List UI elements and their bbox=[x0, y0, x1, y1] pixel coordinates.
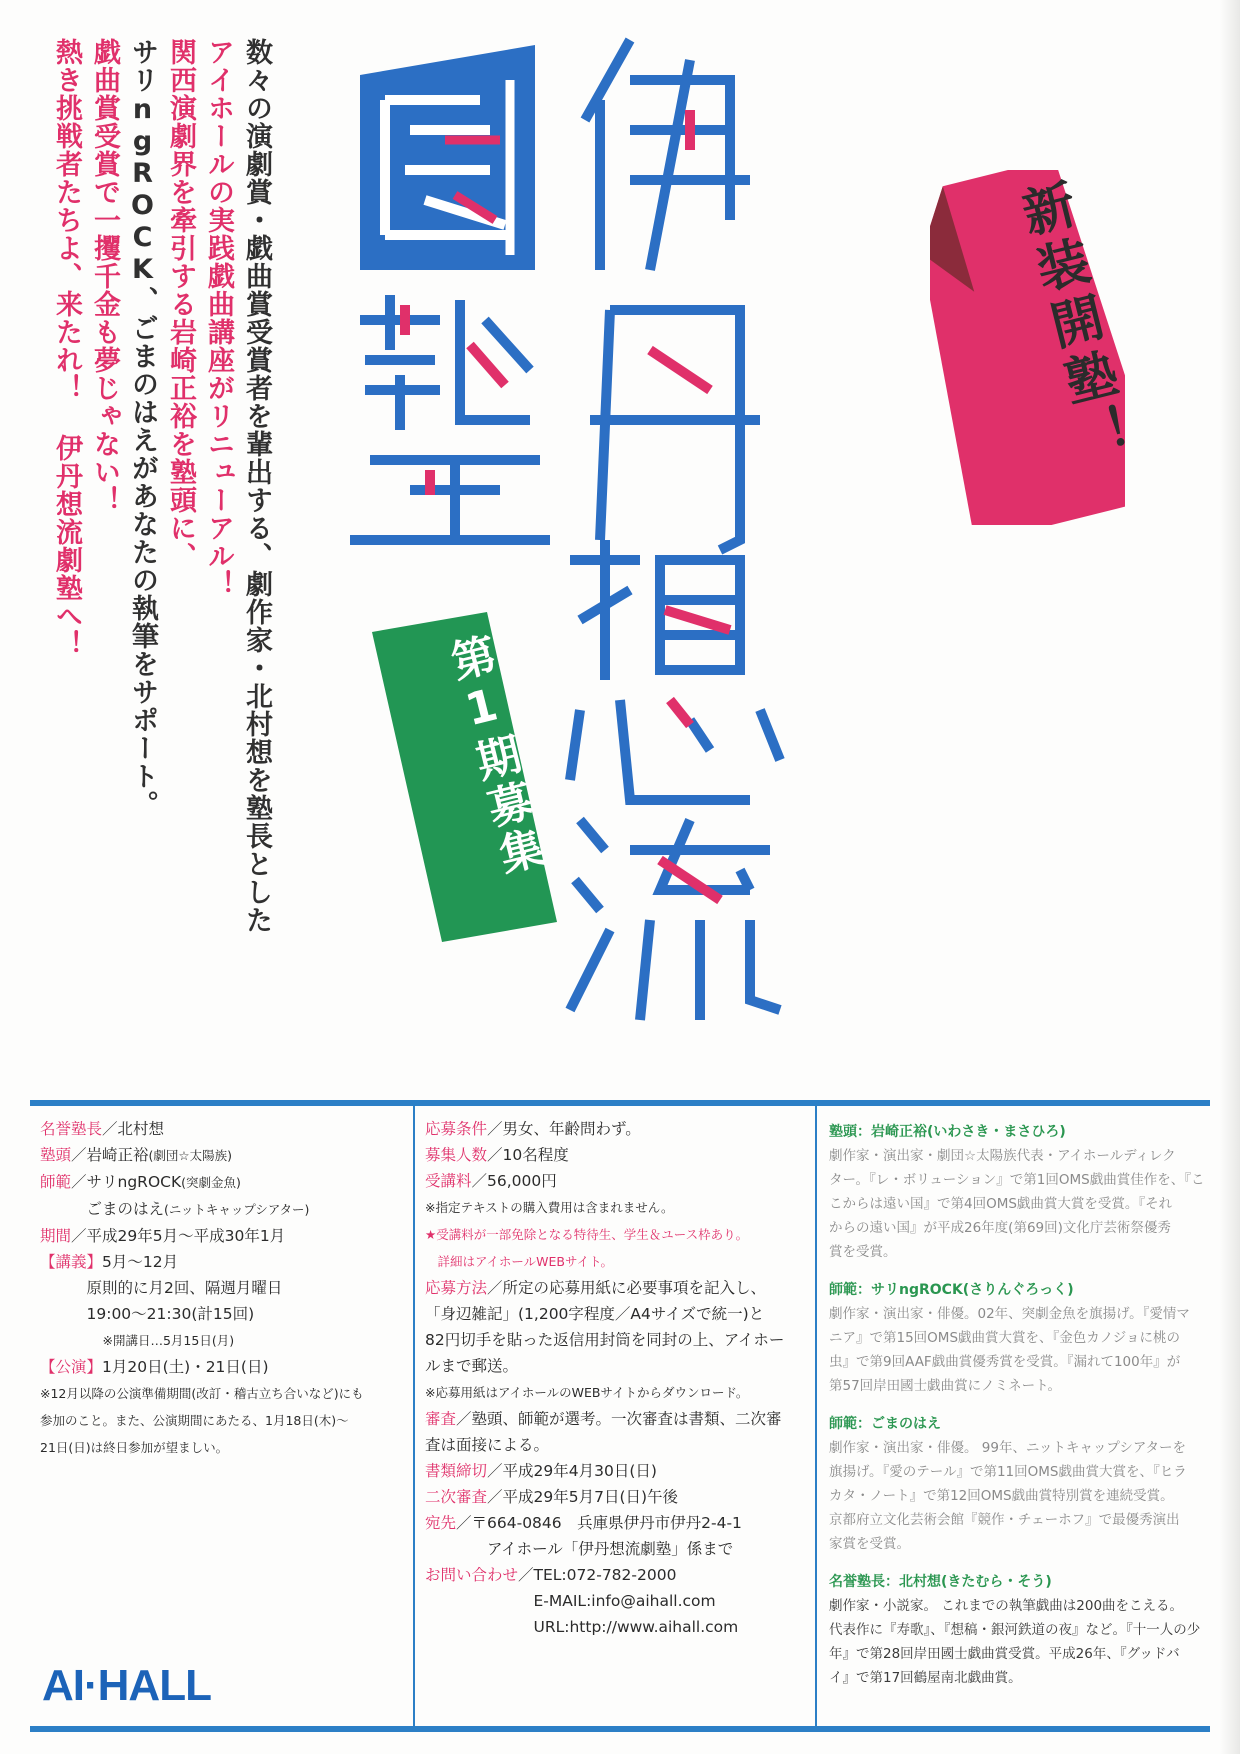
row-performance-note-1: ※12月以降の公演準備期間(改訂・稽古立ち合いなど)にも bbox=[40, 1386, 364, 1401]
profile-line: 年』で第28回岸田國士戯曲賞受賞。平成26年、『グッドバ bbox=[829, 1646, 1180, 1662]
row-address: 宛先／〒664-0846 兵庫県伊丹市伊丹2-4-1 bbox=[425, 1514, 742, 1532]
profile-heading: 師範：ごまのはえ bbox=[829, 1416, 941, 1432]
info-column-application bbox=[413, 1106, 817, 1726]
new-opening-badge bbox=[930, 170, 1137, 525]
intro-text bbox=[10, 38, 272, 934]
profile-iwasaki bbox=[829, 1120, 1209, 1264]
profile-line: 家賞を受賞。 bbox=[829, 1536, 910, 1552]
page-edge-shadow bbox=[1220, 0, 1240, 1754]
row-scholarship-2: 詳細はアイホールWEBサイト。 bbox=[425, 1254, 613, 1269]
intro-line-6: 熱き挑戦者たちよ、来たれ！ 伊丹想流劇塾へ！ bbox=[51, 38, 82, 658]
profile-heading: 名誉塾長：北村想(きたむら・そう) bbox=[829, 1574, 1052, 1590]
profile-saringrock bbox=[829, 1278, 1209, 1398]
row-fee-note: ※指定テキストの購入費用は含まれません。 bbox=[425, 1200, 674, 1215]
profile-line: 劇作家・演出家・劇団☆太陽族代表・アイホールディレク bbox=[829, 1148, 1176, 1164]
row-fee: 受講料／56,000円 bbox=[425, 1172, 557, 1190]
row-lecture-detail-2: 19:00〜21:30(計15回) bbox=[40, 1305, 255, 1323]
profile-line: 虫』で第9回AAF戯曲賞優秀賞を受賞。『漏れて100年』が bbox=[829, 1354, 1181, 1370]
row-method-3: 82円切手を貼った返信用封筒を同封の上、アイホー bbox=[425, 1331, 785, 1349]
row-method-note: ※応募用紙はアイホールのWEBサイトからダウンロード。 bbox=[425, 1385, 749, 1400]
row-performance-note-3: 21日(日)は終日参加が望ましい。 bbox=[40, 1440, 229, 1455]
aihall-logo: AI·HALL bbox=[42, 1661, 211, 1710]
profile-kitamura bbox=[829, 1570, 1209, 1690]
row-honorary-head: 名誉塾長／北村想 bbox=[40, 1120, 165, 1138]
info-column-profiles bbox=[815, 1106, 1212, 1726]
recruit-text: 第1期募集 bbox=[439, 630, 549, 883]
row-deadline: 書類締切／平成29年4月30日(日) bbox=[425, 1462, 657, 1480]
profile-gomanohae bbox=[829, 1412, 1209, 1556]
row-performance-note-2: 参加のこと。また、公演期間にあたる、1月18日(木)〜 bbox=[40, 1413, 349, 1428]
title-char-geki bbox=[360, 45, 535, 270]
profile-line: 京都府立文化芸術会館『競作・チェーホフ』で最優秀演出 bbox=[829, 1512, 1180, 1528]
info-box bbox=[30, 1100, 1210, 1732]
row-review-2: 査は面接による。 bbox=[425, 1436, 550, 1454]
row-method-4: ルまで郵送。 bbox=[425, 1357, 519, 1375]
row-address-2: アイホール「伊丹想流劇塾」係まで bbox=[425, 1540, 734, 1558]
row-second-review: 二次審査／平成29年5月7日(日)午後 bbox=[425, 1488, 679, 1506]
intro-line-4: サリngROCK、ごまのはえがあなたの執筆をサポート。 bbox=[127, 38, 158, 818]
title-char-juku bbox=[350, 295, 550, 540]
row-lecture: 【講義】5月〜12月 bbox=[40, 1253, 179, 1271]
title-char-i bbox=[585, 40, 750, 270]
profile-line: ター。『レ・ボリューション』で第1回OMS戯曲賞佳作を、『こ bbox=[829, 1172, 1205, 1188]
profile-line: 賞を受賞。 bbox=[829, 1244, 897, 1260]
profile-line: ニア』で第15回OMS戯曲賞大賞を、『金色カノジョに桃の bbox=[829, 1330, 1180, 1346]
row-conditions: 応募条件／男女、年齢問わず。 bbox=[425, 1120, 641, 1138]
intro-line-5: 戯曲賞受賞で一攫千金も夢じゃない！ bbox=[89, 38, 120, 514]
profile-line: 代表作に『寿歌』、『想稿・銀河鉄道の夜』など。『十一人の少 bbox=[829, 1622, 1201, 1638]
profile-line: 旗揚げ。『愛のテール』で第11回OMS戯曲賞大賞を、『ヒラ bbox=[829, 1464, 1187, 1480]
profile-line: からの遠い国』が平成26年度(第69回)文化庁芸術祭優秀 bbox=[829, 1220, 1171, 1236]
profile-line: 第57回岸田國士戯曲賞にノミネート。 bbox=[829, 1378, 1061, 1394]
intro-line-1: 数々の演劇賞・戯曲賞受賞者を輩出する、劇作家・北村想を塾長とした bbox=[241, 38, 272, 934]
info-column-schedule bbox=[30, 1106, 413, 1726]
profile-heading: 師範：サリngROCK(さりんぐろっく) bbox=[829, 1282, 1074, 1298]
row-period: 期間／平成29年5月〜平成30年1月 bbox=[40, 1227, 286, 1245]
intro-line-2: アイホールの実践戯曲講座がリニューアル！ bbox=[203, 38, 234, 598]
row-instructor-2: ごまのはえ(ニットキャップシアター) bbox=[40, 1200, 310, 1218]
row-url[interactable]: URL:http://www.aihall.com bbox=[425, 1618, 739, 1636]
title-char-ryu bbox=[570, 820, 780, 1020]
title-char-sou bbox=[570, 540, 780, 800]
row-performance: 【公演】1月20日(土)・21日(日) bbox=[40, 1358, 269, 1376]
title-char-tan bbox=[590, 310, 760, 550]
row-email[interactable]: E-MAIL:info@aihall.com bbox=[425, 1592, 716, 1610]
row-lecture-detail-1: 原則的に月2回、隔週月曜日 bbox=[40, 1279, 283, 1297]
row-capacity: 募集人数／10名程度 bbox=[425, 1146, 569, 1164]
profile-line: イ』で第17回鶴屋南北戯曲賞。 bbox=[829, 1670, 1022, 1686]
intro-line-3: 関西演劇界を牽引する岩崎正裕を塾頭に、 bbox=[165, 38, 196, 570]
profile-line: こからは遠い国』で第4回OMS戯曲賞大賞を受賞。『それ bbox=[829, 1196, 1173, 1212]
profile-line: 劇作家・演出家・俳優。 99年、ニットキャップシアターを bbox=[829, 1440, 1186, 1456]
row-method-2: 「身辺雑記」(1,200字程度／A4サイズで統一)と bbox=[425, 1305, 765, 1323]
profile-line: 劇作家・小説家。 これまでの執筆戯曲は200曲をこえる。 bbox=[829, 1598, 1184, 1614]
row-lecture-note: ※開講日…5月15日(月) bbox=[40, 1333, 235, 1348]
profile-heading: 塾頭：岩崎正裕(いわさき・まさひろ) bbox=[829, 1124, 1066, 1140]
new-opening-text: 新装開塾！ bbox=[1008, 176, 1137, 473]
row-scholarship-1: ★受講料が一部免除となる特待生、学生＆ユース枠あり。 bbox=[425, 1227, 749, 1242]
profile-line: 劇作家・演出家・俳優。02年、突劇金魚を旗揚げ。『愛情マ bbox=[829, 1306, 1190, 1322]
profile-line: カタ・ノート』で第12回OMS戯曲賞特別賞を連続受賞。 bbox=[829, 1488, 1174, 1504]
row-review: 審査／塾頭、師範が選考。一次審査は書類、二次審 bbox=[425, 1410, 782, 1428]
recruit-badge bbox=[372, 612, 562, 942]
row-contact: お問い合わせ／TEL:072-782-2000 bbox=[425, 1566, 677, 1584]
row-instructor-1: 師範／サリngROCK(突劇金魚) bbox=[40, 1173, 241, 1191]
row-head: 塾頭／岩崎正裕(劇団☆太陽族) bbox=[40, 1146, 232, 1164]
row-method: 応募方法／所定の応募用紙に必要事項を記入し、 bbox=[425, 1279, 767, 1297]
